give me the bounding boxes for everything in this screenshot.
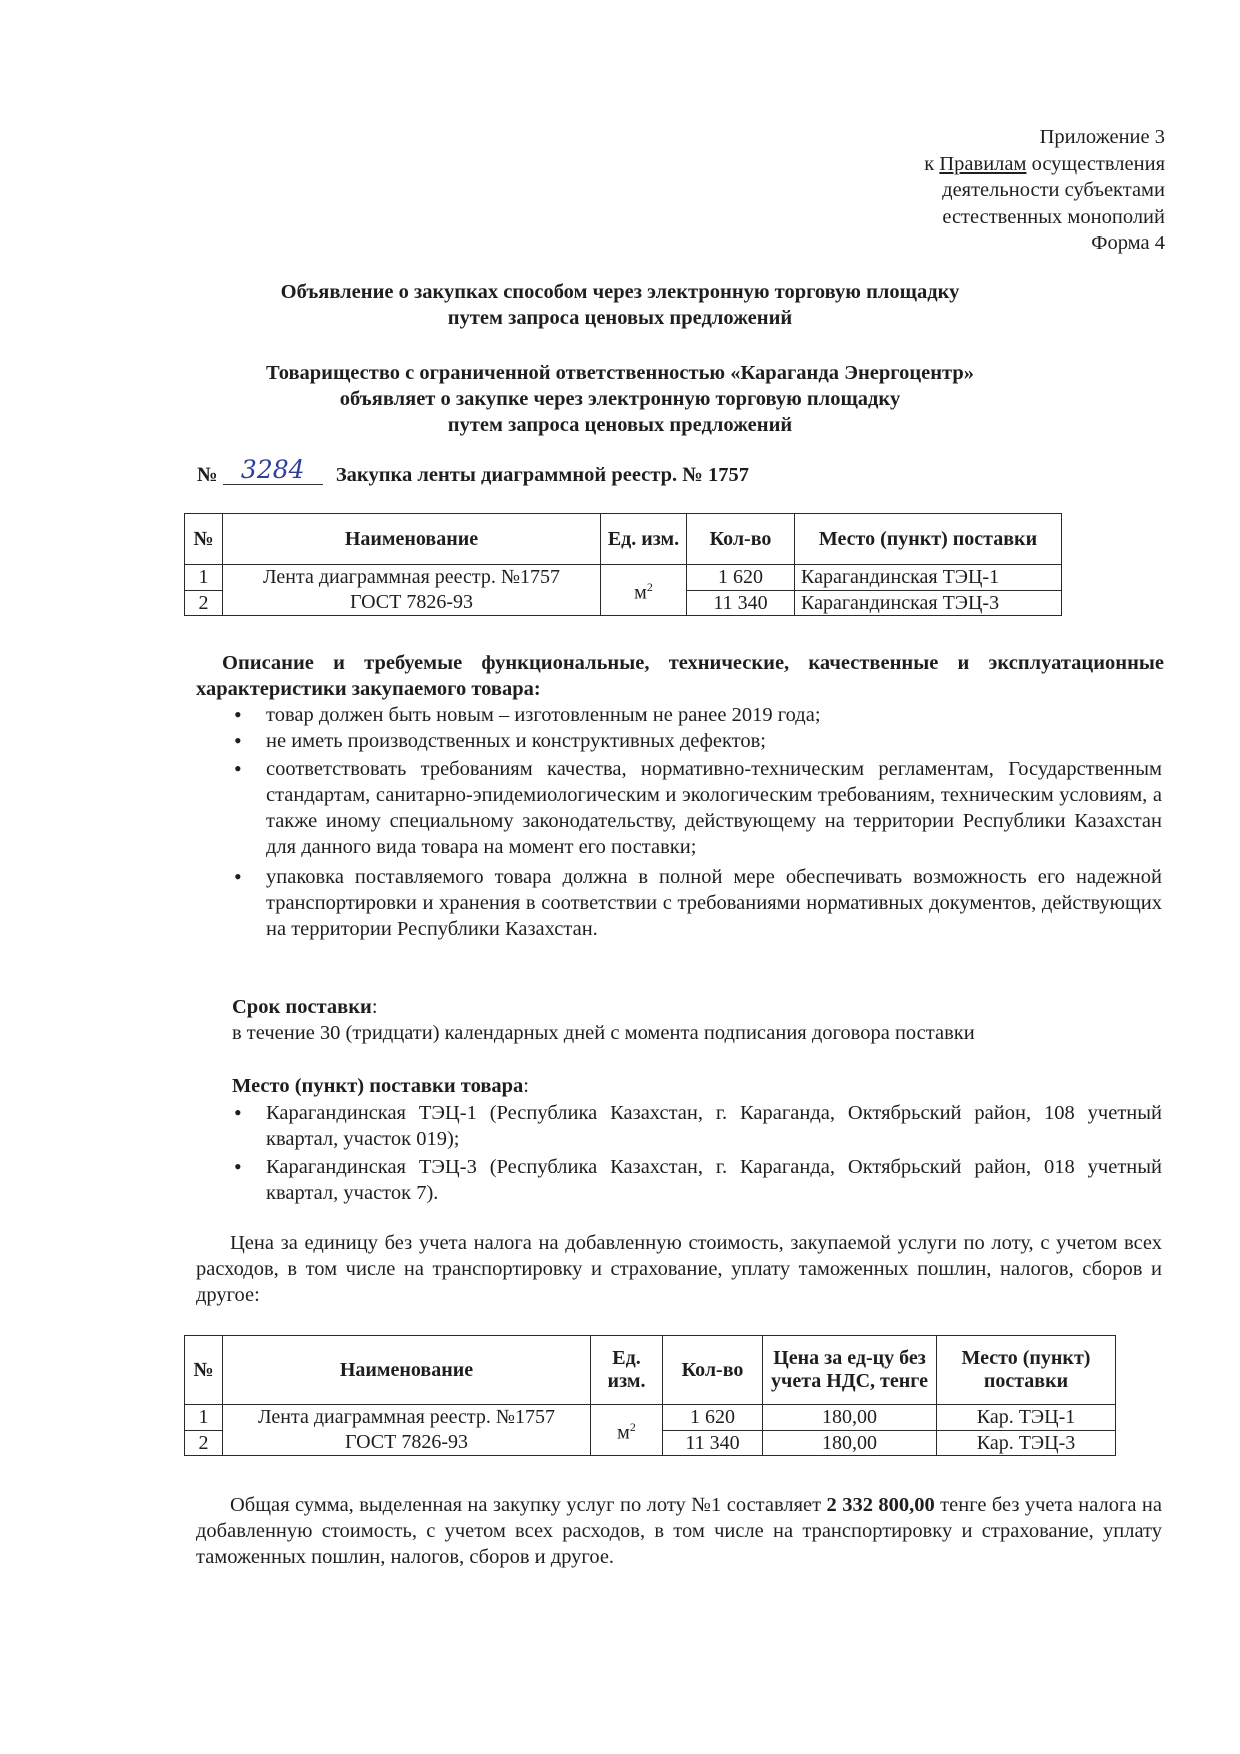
appendix-line-3: деятельности субъектами — [942, 179, 1165, 201]
col-qty: Кол-во — [663, 1336, 763, 1405]
description-heading: Описание и требуемые функциональные, технические, качественные и эксплуатационные характеристики закупаемого товара: — [196, 652, 1164, 700]
col-place: Место (пункт) поставки — [795, 514, 1062, 565]
requirements-list — [229, 702, 1162, 942]
bullet-icon: • — [234, 864, 242, 889]
delivery-term-text: в течение 30 (тридцати) календарных дней с момента подписания договора поставки — [232, 1022, 975, 1044]
items-table — [184, 513, 1062, 616]
delivery-place-heading: Место (пункт) поставки товара: — [232, 1075, 529, 1097]
appendix-line-1: Приложение 3 — [1039, 126, 1165, 148]
announcer-block: Товарищество с ограниченной ответственностью «Караганда Энергоцентр» объявляет о закупке через электронную торговую площадку путем запроса ценовых предложений — [265, 362, 975, 436]
bullet-icon: • — [234, 1100, 242, 1125]
col-qty: Кол-во — [687, 514, 795, 565]
delivery-place-list — [229, 1100, 1162, 1206]
table-header-row — [185, 514, 1062, 565]
rules-link: Правилам — [939, 152, 1027, 175]
list-item: • соответствовать требованиям качества, нормативно-техническим регламентам, Государственным стандартам, санитарно-эпидемиологическим и экологическим требованиям, техническим условиям, а также иному специальному законодательству, действующему на территории Республики Казахстан для данного вида товара на момент его поставки; — [234, 756, 1162, 858]
item-name: Лента диаграммная реестр. №1757 ГОСТ 7826-93 — [223, 565, 601, 616]
col-name: Наименование — [223, 514, 601, 565]
total-paragraph: Общая сумма, выделенная на закупку услуг по лоту №1 составляет 2 332 800,00 тенге без учета налога на добавленную стоимость, с учетом всех расходов, в том числе на транспортировку и страхование, уплату таможенных пошлин, налогов, сборов и другое. — [196, 1494, 1162, 1568]
item-name: Лента диаграммная реестр. №1757 ГОСТ 7826-93 — [223, 1405, 591, 1456]
table-row: 1 Лента диаграммная реестр. №1757 ГОСТ 7826-93 $м^2$ 1 620 180,00 Кар. ТЭЦ-1 — [185, 1405, 1116, 1431]
col-name: Наименование — [223, 1336, 591, 1405]
price-paragraph: Цена за единицу без учета налога на добавленную стоимость, закупаемой услуги по лоту, с учетом всех расходов, в том числе на транспортировку и страхование, уплату таможенных пошлин, налогов, сборов и другое: — [196, 1232, 1162, 1306]
list-item: • не иметь производственных и конструктивных дефектов; — [234, 728, 766, 753]
bullet-icon: • — [234, 1154, 242, 1179]
col-price: Цена за ед-цу без учета НДС, тенге — [763, 1336, 937, 1405]
appendix-header — [924, 124, 1165, 257]
appendix-line-4: естественных монополий — [942, 205, 1165, 228]
handwritten-lot-number: 3284 — [223, 455, 323, 485]
list-item: • Карагандинская ТЭЦ-1 (Республика Казахстан, г. Караганда, Октябрьский район, 108 учетный квартал, участок 019); — [234, 1100, 1162, 1150]
list-item: • Карагандинская ТЭЦ-3 (Республика Казахстан, г. Караганда, Октябрьский район, 018 учетный квартал, участок 7). — [234, 1154, 1162, 1204]
table-row: 2 11 340 Карагандинская ТЭЦ-3 — [185, 590, 1062, 616]
form-number: Форма 4 — [1091, 232, 1165, 254]
item-unit: $м^2$ — [591, 1405, 663, 1456]
lot-title: № 3284 Закупка ленты диаграммной реестр. № 1757 — [197, 455, 749, 486]
announcement-title: Объявление о закупках способом через электронную торговую площадку путем запроса ценовых предложений — [280, 281, 960, 329]
item-unit: $м^2$ — [601, 565, 687, 616]
col-no: № — [185, 1336, 223, 1405]
col-no: № — [185, 514, 223, 565]
list-item: • товар должен быть новым – изготовленным не ранее 2019 года; — [234, 702, 821, 727]
col-unit: Ед. изм. — [591, 1336, 663, 1405]
delivery-term-heading: Срок поставки: — [232, 996, 378, 1018]
bullet-icon: • — [234, 702, 242, 727]
table-row: 1 Лента диаграммная реестр. №1757 ГОСТ 7826-93 $м^2$ 1 620 Карагандинская ТЭЦ-1 — [185, 565, 1062, 591]
bullet-icon: • — [234, 756, 242, 781]
table-header-row — [185, 1336, 1116, 1405]
total-amount: 2 332 800,00 — [826, 1494, 935, 1516]
list-item: • упаковка поставляемого товара должна в полной мере обеспечивать возможность его надежной транспортировки и хранения в соответствии с требованиями нормативных документов, действующих на территории Республики Казахстан. — [234, 864, 1162, 940]
col-unit: Ед. изм. — [601, 514, 687, 565]
table-row: 2 11 340 180,00 Кар. ТЭЦ-3 — [185, 1430, 1116, 1456]
col-place: Место (пункт) поставки — [937, 1336, 1116, 1405]
price-table — [184, 1335, 1116, 1456]
bullet-icon: • — [234, 728, 242, 753]
appendix-line-2: к Правилам осуществления — [924, 152, 1165, 175]
